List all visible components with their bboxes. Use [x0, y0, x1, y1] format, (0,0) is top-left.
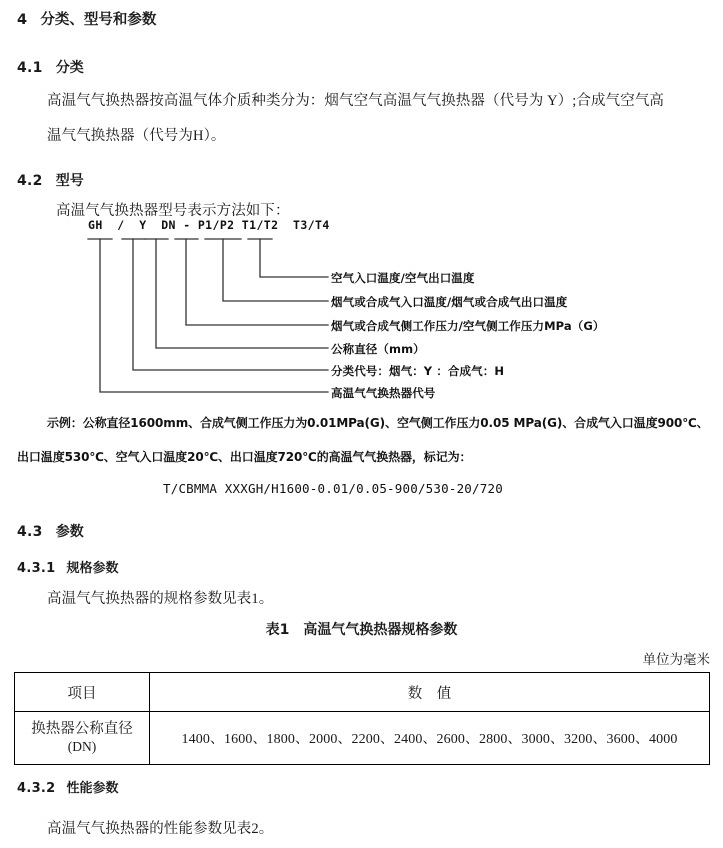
heading-number: 4: [17, 12, 28, 28]
spec-params-intro: 高温气气换热器的规格参数见表1。: [47, 591, 274, 607]
table-cell-nominal-diameter-values: 1400、1600、1800、2000、2200、2400、2600、2800、3000、3200、3600、4000: [150, 712, 710, 765]
table-header-item: 项目: [15, 673, 150, 712]
heading-title: 型号: [55, 173, 84, 189]
row-label-line-2: (DN): [67, 739, 97, 754]
leader-label-gas-temperature: 烟气或合成气入口温度/烟气或合成气出口温度: [331, 295, 568, 309]
model-code-string: GH / Y DN - P1/P2 T1/T2 T3/T4: [88, 218, 330, 232]
row-label-line-1: 换热器公称直径: [31, 720, 133, 737]
heading-number: 4.3: [17, 524, 43, 540]
heading-section-4-3: [17, 521, 84, 541]
classification-paragraph-line-2: 温气气换热器（代号为H）。: [47, 128, 226, 144]
table-row: [15, 712, 710, 765]
leader-label-classification-code: 分类代号：烟气：Y ：合成气：H: [331, 364, 505, 378]
table-cell-nominal-diameter-label: [15, 712, 150, 765]
example-designation-code: T/CBMMA XXXGH/H1600-0.01/0.05-900/530-20/720: [163, 481, 503, 496]
example-line-1-text: 公称直径1600mm、合成气侧工作压力为0.01MPa(G)、空气侧工作压力0.05 MPa(G)、合成气入口温度900℃、: [82, 416, 709, 430]
table-1-units-note: 单位为毫米: [642, 652, 710, 667]
leader-label-nominal-diameter: 公称直径（mm）: [331, 342, 425, 356]
example-line-1: [47, 414, 709, 431]
spec-params-table: [14, 672, 710, 765]
heading-section-4-2: [17, 170, 84, 190]
heading-number: 4.2: [17, 173, 43, 189]
heading-section-4-1: [17, 57, 84, 77]
heading-number: 4.1: [17, 60, 43, 76]
heading-title: 分类、型号和参数: [40, 12, 157, 28]
heading-title: 性能参数: [66, 781, 119, 796]
heading-title: 分类: [55, 60, 84, 76]
heading-title: 参数: [55, 524, 84, 540]
table-header-value: 数 值: [150, 673, 710, 712]
leader-label-air-temperature: 空气入口温度/空气出口温度: [331, 271, 475, 285]
perf-params-intro: 高温气气换热器的性能参数见表2。: [47, 821, 274, 837]
model-intro-text: 高温气气换热器型号表示方法如下：: [56, 203, 290, 219]
heading-title: 规格参数: [66, 561, 119, 576]
leader-label-exchanger-code: 高温气气换热器代号: [331, 386, 436, 400]
heading-number: 4.3.2: [17, 781, 56, 796]
model-designation-diagram: [0, 218, 723, 403]
heading-section-4: [17, 8, 156, 29]
heading-section-4-3-1: [17, 557, 119, 576]
heading-section-4-3-2: [17, 777, 119, 796]
leader-label-working-pressure: 烟气或合成气侧工作压力/空气侧工作压力MPa（G）: [331, 319, 605, 333]
classification-paragraph-line-1: 高温气气换热器按高温气体介质种类分为：烟气空气高温气气换热器（代号为 Y）;合成气空气高: [47, 93, 665, 109]
example-line-2: 出口温度530℃、空气入口温度20℃、出口温度720℃的高温气气换热器，标记为：: [17, 450, 472, 464]
table-1-caption: 表1 高温气气换热器规格参数: [265, 622, 458, 638]
heading-number: 4.3.1: [17, 561, 56, 576]
example-label: 示例：: [47, 416, 83, 430]
table-header-row: [15, 673, 710, 712]
